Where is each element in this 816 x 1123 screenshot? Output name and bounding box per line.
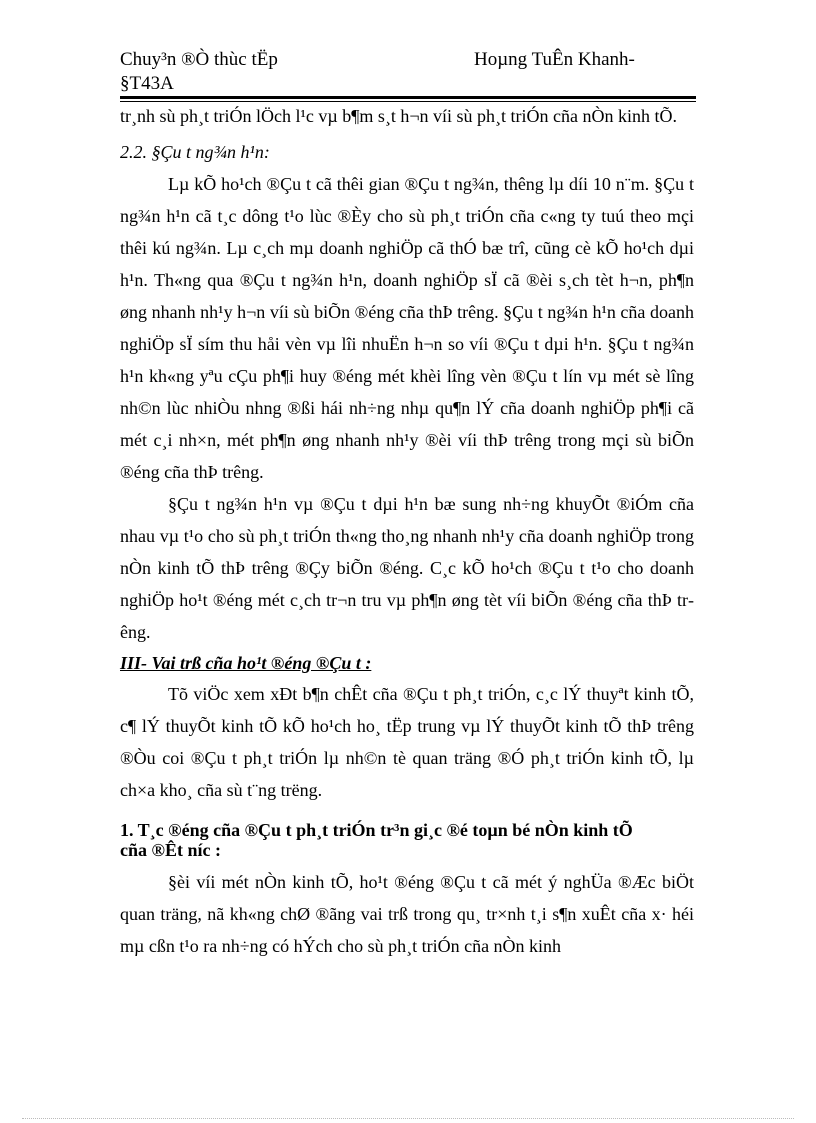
- paragraph-economy-impact: §èi víi mét nÒn kinh tÕ, ho¹t ®éng ®Çu t cã mét ý nghÜa ®Æc biÖt quan träng, nã kh«ng chØ ®ãng vai trß trong qu¸ tr×nh t¸i s¶n xuÊt cña x· héi mµ cßn t¹o ra nh÷ng có hÝch cho sù ph¸t triÓn cña nÒn kinh: [120, 872, 694, 956]
- section-heading-iii: III- Vai trß cña ho¹t ®éng ®Çu t :: [120, 653, 372, 673]
- paragraph-role: Tõ viÖc xem xÐt b¶n chÊt cña ®Çu t ph¸t triÓn, c¸c lÝ thuyªt kinh tÕ, c¶ lÝ thuyÕt kinh tÕ kÕ ho¹ch ho¸ tËp trung vµ lÝ thuyÕt kinh tÕ thÞ trêng ®Òu coi ®Çu t ph¸t triÓn lµ nh©n tè quan träng ®Ó ph¸t triÓn kinh tÕ, lµ ch×a kho¸ cña sù t¨ng trëng.: [120, 684, 694, 800]
- section-heading-1-line1: 1. T¸c ®éng cña ®Çu t ph¸t triÓn tr³n gi¸c ®é toµn bé nÒn kinh tÕ: [120, 820, 633, 840]
- header-title: Chuy³n ®Ò thùc tËp: [120, 49, 278, 70]
- section-heading-2-2: 2.2. §Çu t ng¾n h¹n:: [120, 142, 270, 162]
- header-rule-thick: [120, 96, 696, 99]
- page-bottom-border: [22, 1118, 794, 1119]
- section-heading-1-line2: cña ®Êt níc :: [120, 840, 221, 860]
- paragraph-short-term-1: Lµ kÕ ho¹ch ®Çu t cã thêi gian ®Çu t ng¾n, thêng lµ díi 10 n¨m. §Çu t ng¾n h¹n cã t¸c dông t¹o lùc ®Èy cho sù ph¸t triÓn cña c«ng ty tuú theo mçi thêi kú ng¾n. Lµ c¸ch mµ doanh nghiÖp cã thÓ bæ trî, cũng cè kÕ ho¹ch dµi h¹n. Th«ng qua ®Çu t ng¾n h¹n, doanh nghiÖp sÏ cã ®èi s¸ch tèt h¬n, ph¶n øng nhanh nh¹y h¬n víi sù biÕn ®éng cña thÞ trêng. §Çu t ng¾n h¹n cña doanh nghiÖp sÏ sím thu håi vèn vµ lîi nhuËn h¬n so víi ®Çu t dµi h¹n. §Çu t ng¾n h¹n kh«ng yªu cÇu ph¶i huy ®éng mét khèi lîng vèn ®Çu t lín vµ mét sè lîng nh©n lùc nhiÒu nhng ®ßi hái nh÷ng nhµ qu¶n lÝ cña doanh nghiÖp ph¶i cã mét c¸i nh×n, mét ph¶n øng nhanh nh¹y ®èi víi thÞ trêng trong mçi sù biÕn ®éng cña thÞ trêng.: [120, 174, 694, 482]
- paragraph-short-term-2: §Çu t ng¾n h¹n vµ ®Çu t dµi h¹n bæ sung nh÷ng khuyÕt ®iÓm cña nhau vµ t¹o cho sù ph¸t triÓn th«ng tho¸ng nhanh nh¹y cña doanh nghiÖp trong nÒn kinh tÕ thÞ trêng ®Çy biÕn ®éng. C¸c kÕ ho¹ch ®Çu t t¹o cho doanh nghiÖp ho¹t ®éng mét c¸ch tr¬n tru vµ ph¶n øng tèt víi biÕn ®éng cña thÞ trêng.: [120, 494, 694, 642]
- section-heading-1: [120, 820, 694, 860]
- document-body: [120, 100, 694, 962]
- header-class-code: §T43A: [120, 73, 174, 94]
- header-author: Hoµng TuÊn Khanh-: [474, 49, 635, 70]
- paragraph-intro: tr¸nh sù ph¸t triÓn lÖch l¹c vµ b¶m s¸t h¬n víi sù ph¸t triÓn cña nÒn kinh tÕ.: [120, 106, 678, 126]
